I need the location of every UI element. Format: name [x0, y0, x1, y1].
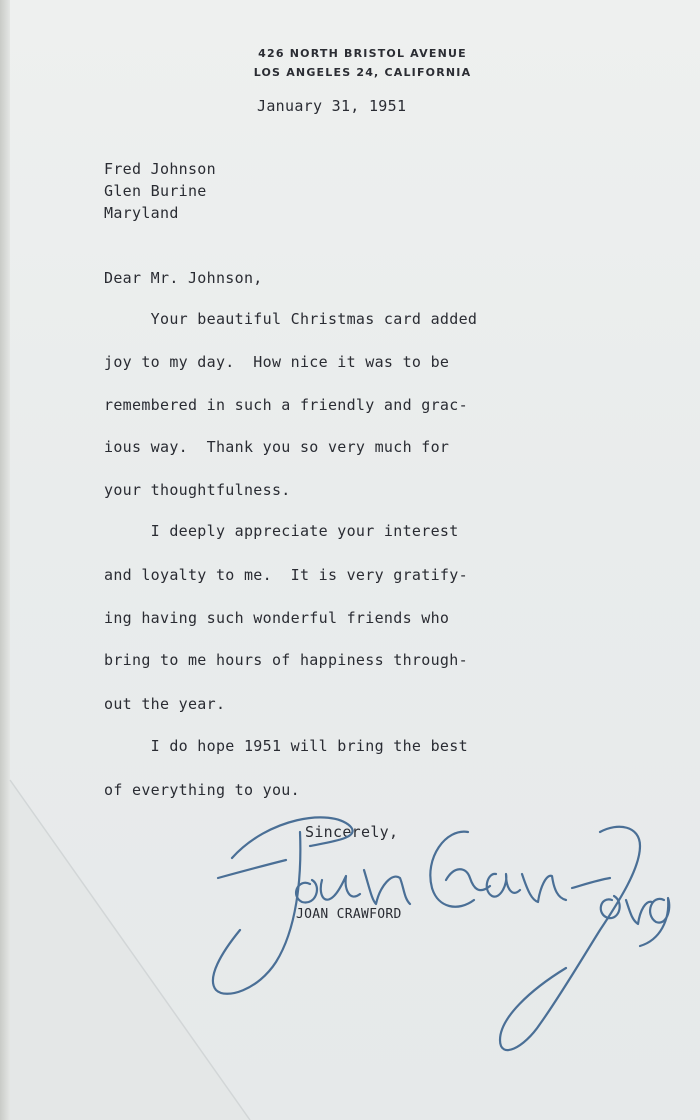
- body-line: I do hope 1951 will bring the best: [104, 737, 468, 755]
- body-line: out the year.: [104, 695, 226, 713]
- closing: Sincerely,: [305, 823, 399, 841]
- body-line: of everything to you.: [104, 781, 300, 799]
- letterhead-city: LOS ANGELES 24, CALIFORNIA: [253, 66, 472, 79]
- body-line: ious way. Thank you so very much for: [104, 438, 450, 456]
- body-line: remembered in such a friendly and grac-: [104, 396, 468, 414]
- body-line: bring to me hours of happiness through-: [104, 651, 468, 669]
- body-line: Your beautiful Christmas card added: [104, 310, 478, 328]
- recipient-city: Glen Burine: [104, 182, 207, 200]
- salutation: Dear Mr. Johnson,: [104, 269, 263, 287]
- body-line: ing having such wonderful friends who: [104, 609, 450, 627]
- recipient-name: Fred Johnson: [104, 160, 216, 178]
- letterhead-street: 426 NORTH BRISTOL AVENUE: [258, 47, 467, 60]
- body-line: I deeply appreciate your interest: [104, 522, 459, 540]
- typed-name: JOAN CRAWFORD: [296, 907, 402, 922]
- letter-date: January 31, 1951: [257, 97, 407, 115]
- body-line: joy to my day. How nice it was to be: [104, 353, 450, 371]
- body-line: and loyalty to me. It is very gratify-: [104, 566, 468, 584]
- body-line: your thoughtfulness.: [104, 481, 291, 499]
- recipient-state: Maryland: [104, 204, 179, 222]
